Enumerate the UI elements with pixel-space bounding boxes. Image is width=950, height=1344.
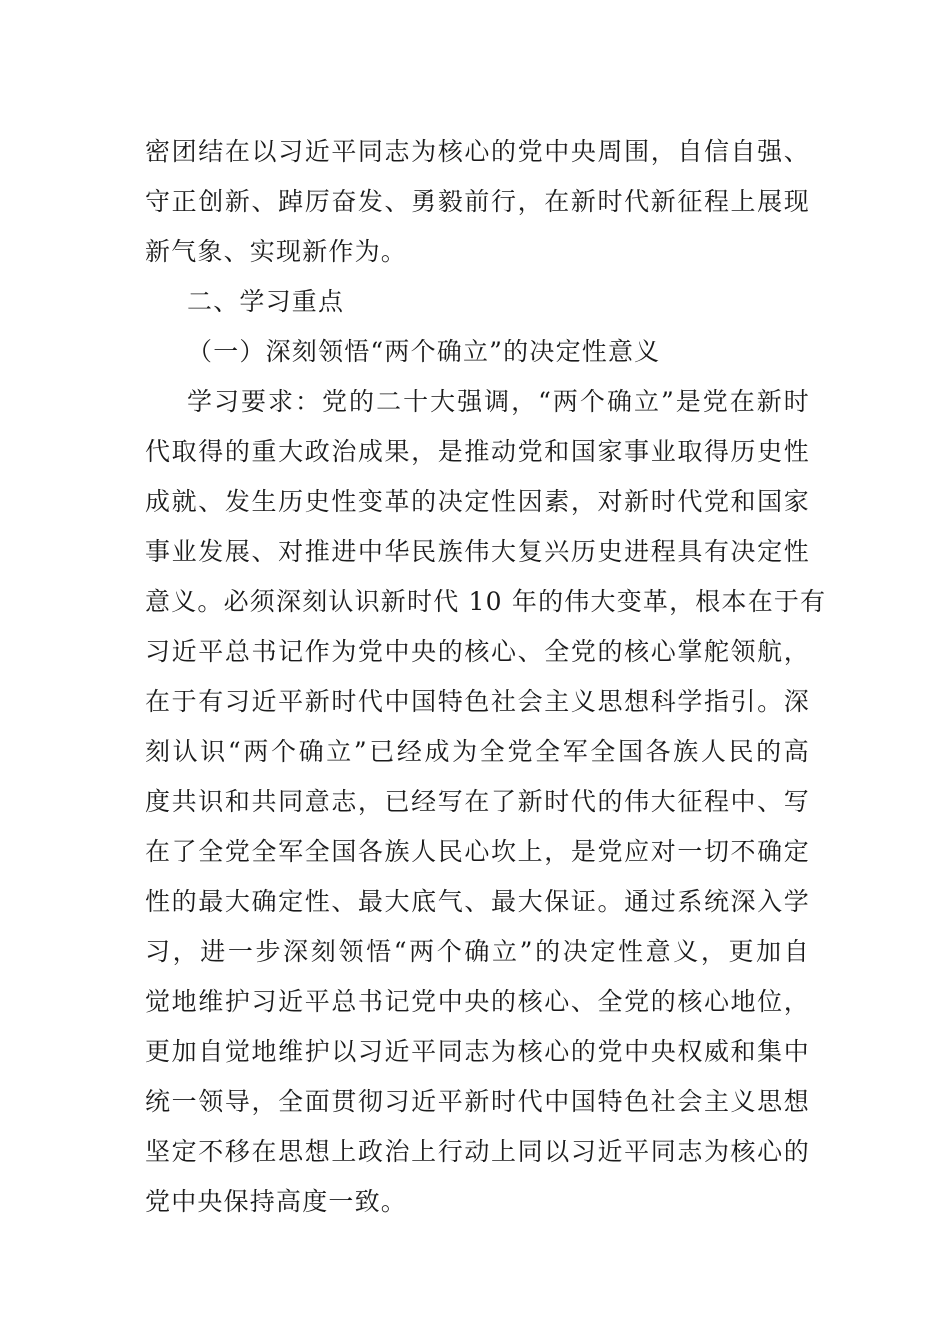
text-line: 习近平总书记作为党中央的核心、全党的核心掌舵领航，	[145, 637, 810, 666]
text-line: 度共识和共同意志，已经写在了新时代的伟大征程中、写	[145, 787, 810, 816]
document-body	[145, 127, 827, 1227]
text-line: 密团结在以习近平同志为核心的党中央周围，自信自强、	[145, 137, 810, 166]
text-line: 习，进一步深刻领悟“两个确立”的决定性意义，更加自	[145, 937, 810, 966]
text-line: 在了全党全军全国各族人民心坎上，是党应对一切不确定	[145, 837, 810, 866]
section-heading: 二、学习重点	[187, 287, 345, 316]
text-line: 党中央保持高度一致。	[145, 1187, 408, 1216]
text-line: 坚定不移在思想上政治上行动上同以习近平同志为核心的	[145, 1137, 810, 1166]
text-line: 意义。必须深刻认识新时代 10 年的伟大变革，根本在于有	[145, 587, 827, 616]
text-line: 统一领导，全面贯彻习近平新时代中国特色社会主义思想	[145, 1087, 810, 1116]
text-line: 学习要求：党的二十大强调，“两个确立”是党在新时	[187, 387, 810, 416]
text-line: 觉地维护习近平总书记党中央的核心、全党的核心地位，	[145, 987, 810, 1016]
text-line: 更加自觉地维护以习近平同志为核心的党中央权威和集中	[145, 1037, 810, 1066]
text-line: 事业发展、对推进中华民族伟大复兴历史进程具有决定性	[145, 537, 810, 566]
continuation-paragraph	[145, 127, 810, 277]
text-line: 新气象、实现新作为。	[145, 237, 408, 266]
sub-heading: （一）深刻领悟“两个确立”的决定性意义	[187, 337, 661, 366]
text-line: 守正创新、踔厉奋发、勇毅前行，在新时代新征程上展现	[145, 187, 810, 216]
text-line: 代取得的重大政治成果，是推动党和国家事业取得历史性	[145, 437, 810, 466]
text-line: 在于有习近平新时代中国特色社会主义思想科学指引。深	[145, 687, 810, 716]
requirement-paragraph	[145, 377, 827, 1227]
text-line: 性的最大确定性、最大底气、最大保证。通过系统深入学	[145, 887, 810, 916]
text-line: 刻认识“两个确立”已经成为全党全军全国各族人民的高	[145, 737, 810, 766]
text-line: 成就、发生历史性变革的决定性因素，对新时代党和国家	[145, 487, 810, 516]
